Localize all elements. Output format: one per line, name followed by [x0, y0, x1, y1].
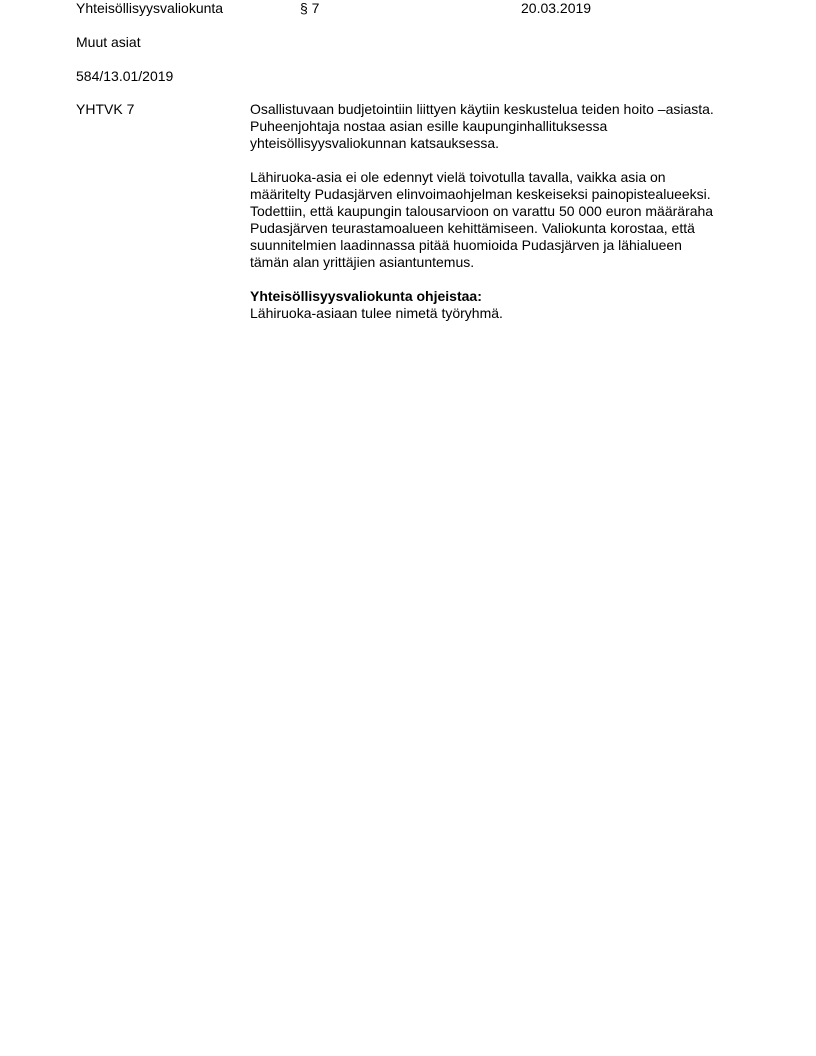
topic-label: Muut asiat [76, 34, 141, 50]
paragraph-line: suunnitelmien laadinnassa pitää huomioida Pudasjärven ja lähialueen [250, 237, 682, 253]
committee-name: Yhteisöllisyysvaliokunta [76, 0, 224, 16]
section-number: § 7 [300, 0, 320, 16]
paragraph-line: Todettiin, että kaupungin talousarvioon on varattu 50 000 euron määräraha [250, 203, 714, 219]
minutes-body [250, 101, 750, 322]
instruction-text: Lähiruoka-asiaan tulee nimetä työryhmä. [250, 305, 503, 321]
meeting-date: 20.03.2019 [521, 0, 592, 16]
instruction-block [250, 288, 750, 322]
paragraph-line: Lähiruoka-asia ei ole edennyt vielä toivotulla tavalla, vaikka asia on [250, 169, 666, 185]
paragraph-line: yhteisöllisyysvaliokunnan katsauksessa. [250, 135, 500, 151]
paragraph-line: määritelty Pudasjärven elinvoimaohjelman keskeiseksi painopistealueeksi. [250, 186, 711, 202]
paragraph-line: tämän alan yrittäjien asiantuntemus. [250, 254, 475, 270]
paragraph-line: Pudasjärven teurastamoalueen kehittämiseen. Valiokunta korostaa, että [250, 220, 695, 236]
paragraph-budgeting [250, 101, 750, 152]
paragraph-line: Puheenjohtaja nostaa asian esille kaupunginhallituksessa [250, 118, 608, 134]
item-code: YHTVK 7 [76, 101, 135, 117]
document-number: 584/13.01/2019 [76, 68, 174, 84]
paragraph-local-food [250, 169, 750, 271]
paragraph-line: Osallistuvaan budjetointiin liittyen käytiin keskustelua teiden hoito –asiasta. [250, 101, 714, 117]
instruction-heading: Yhteisöllisyysvaliokunta ohjeistaa: [250, 288, 482, 304]
